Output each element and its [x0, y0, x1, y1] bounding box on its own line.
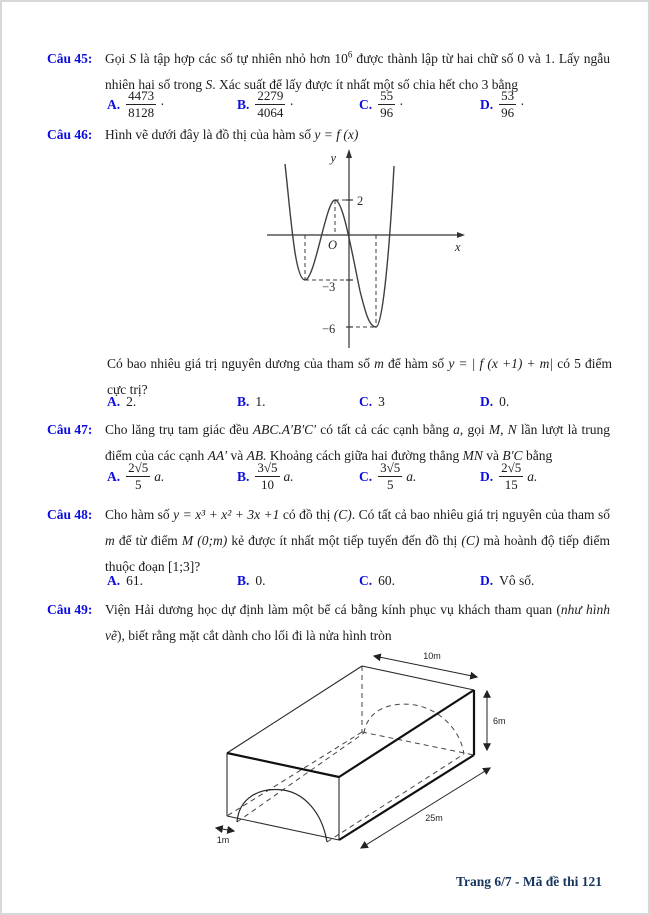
option-48-d: [480, 573, 534, 589]
option-letter: B.: [237, 573, 250, 588]
fraction-numerator: 55: [380, 88, 394, 103]
option-letter: C.: [359, 468, 373, 484]
q45-base-10: 10: [334, 51, 348, 66]
origin-label: O: [327, 238, 337, 252]
q46-seg1: Hình vẽ dưới đây là đồ thị của hàm số: [105, 127, 315, 142]
q48-var-m: m: [105, 533, 115, 548]
q45-seg3: được thành lập từ hai chữ số 0 và 1. Lấy ngẫu nhiên hai số trong: [105, 51, 611, 92]
option-letter: D.: [480, 573, 494, 588]
option-tail: ·: [399, 96, 404, 112]
option-letter: B.: [237, 96, 250, 112]
fraction-numerator: 4473: [128, 88, 155, 103]
question-49: [47, 597, 610, 649]
dim-25m: 25m: [425, 813, 443, 823]
function-graph: [264, 148, 470, 350]
option-48-b: [237, 573, 266, 589]
q47-var-N: N: [507, 422, 517, 437]
question-46: [47, 122, 610, 148]
option-text: 61.: [126, 573, 143, 588]
fraction: [378, 460, 402, 493]
question-46-label: Câu 46:: [47, 127, 93, 142]
fraction-numerator: 3√5: [257, 460, 278, 475]
q45-seg1: Gọi: [105, 51, 130, 66]
curve-y-fx: [285, 164, 394, 327]
question-45-label: Câu 45:: [47, 51, 93, 66]
option-tail: a.: [527, 468, 538, 484]
q46-formula2: y = | f (x +1) + m|: [448, 356, 554, 371]
q46-seg2a: Có bao nhiêu giá trị nguyên dương của tham số: [107, 356, 375, 371]
option-letter: C.: [359, 573, 373, 588]
option-tail: ·: [160, 96, 165, 112]
option-letter: D.: [480, 468, 494, 484]
q47-seg8: và: [482, 448, 503, 463]
aquarium-figure: [187, 647, 512, 862]
fraction: [126, 88, 156, 121]
fraction-numerator: 2√5: [501, 460, 522, 475]
q48-seg1: Cho hàm số: [105, 507, 174, 522]
fraction: [255, 88, 285, 121]
value-minus3: −3: [322, 280, 336, 294]
fraction-denominator: 15: [499, 476, 523, 493]
option-46-a: [107, 394, 136, 410]
fraction-denominator: 8128: [128, 105, 155, 120]
q47-edge-AB: AB.: [246, 448, 267, 463]
question-48-text: [105, 502, 610, 580]
option-letter: D.: [480, 394, 494, 409]
q47-edge-AA: AA′: [207, 448, 228, 463]
dim-6m: 6m: [493, 716, 506, 726]
option-text: 2.: [126, 394, 137, 409]
fraction-numerator: 53: [501, 88, 515, 103]
value-minus6: −6: [322, 322, 336, 336]
option-letter: B.: [237, 394, 250, 409]
q48-graph-C: (C): [333, 507, 352, 522]
x-axis-arrow: [457, 232, 465, 238]
dashed-guides: [305, 200, 376, 327]
fraction-denominator: 5: [378, 476, 402, 493]
question-47-options: [2, 460, 650, 500]
fraction-denominator: 96: [380, 105, 394, 120]
y-axis-label: y: [330, 151, 336, 165]
q46-seg2c: có 5 điểm cực trị?: [107, 356, 612, 397]
q45-seg2: là tập hợp các số tự nhiên nhỏ hơn: [135, 51, 335, 66]
option-letter: A.: [107, 96, 121, 112]
option-48-c: [359, 573, 395, 589]
question-48-options: [2, 573, 650, 599]
question-49-text: [105, 597, 610, 649]
y-axis-arrow: [346, 149, 352, 158]
option-letter: D.: [480, 96, 494, 112]
fraction: [499, 460, 523, 493]
q47-var-M: M: [488, 422, 501, 437]
option-letter: A.: [107, 573, 121, 588]
q48-seg4: để từ điểm: [114, 533, 182, 548]
value-2: 2: [357, 194, 364, 208]
fraction-numerator: 3√5: [380, 460, 401, 475]
option-letter: C.: [359, 96, 373, 112]
option-letter: A.: [107, 394, 121, 409]
q49-see-figure: như hình vẽ: [105, 602, 611, 643]
q46-seg2b: để hàm số: [383, 356, 449, 371]
option-tail: ·: [520, 96, 525, 112]
fraction-denominator: 96: [501, 105, 515, 120]
q48-seg5: kẻ được ít nhất một tiếp tuyến đến đồ thị: [227, 533, 462, 548]
option-tail: a.: [283, 468, 294, 484]
fraction: [255, 460, 279, 493]
option-text: 1.: [255, 394, 266, 409]
fraction: [378, 88, 395, 121]
q48-graph-C2: (C): [461, 533, 480, 548]
dim-10m: 10m: [423, 651, 441, 661]
option-letter: B.: [237, 468, 250, 484]
option-letter: C.: [359, 394, 373, 409]
x-axis-label: x: [455, 240, 461, 254]
option-45-a: [107, 88, 165, 121]
q47-seg6: và: [227, 448, 247, 463]
option-45-b: [237, 88, 294, 121]
q47-prism: ABC.A′B′C′: [252, 422, 317, 437]
option-47-d: [480, 460, 537, 493]
option-letter: A.: [107, 468, 121, 484]
option-tail: ·: [289, 96, 294, 112]
q47-line-BC: B′C: [502, 448, 523, 463]
option-text: 3: [378, 394, 385, 409]
q47-line-MN: MN: [462, 448, 483, 463]
q45-var-S2: S: [205, 77, 213, 92]
q45-exponent: 6: [347, 49, 353, 60]
q49-seg1: Viện Hải dương học dự định làm một bể cá bằng kính phục vụ khách tham quan (: [105, 602, 561, 617]
q47-seg1: Cho lăng trụ tam giác đều: [105, 422, 253, 437]
question-48-label: Câu 48:: [47, 507, 93, 522]
option-47-b: [237, 460, 294, 493]
option-tail: a.: [154, 468, 165, 484]
option-text: 0.: [499, 394, 510, 409]
fraction-numerator: 2279: [257, 88, 284, 103]
option-47-a: [107, 460, 164, 493]
question-49-label: Câu 49:: [47, 602, 93, 617]
q47-seg4: ,: [500, 422, 508, 437]
q49-seg2: ), biết rằng mặt cắt dành cho lối đi là nửa hình tròn: [116, 628, 392, 643]
fraction: [126, 460, 150, 493]
question-48: [47, 502, 610, 580]
fraction: [499, 88, 516, 121]
option-text: Vô số.: [499, 573, 535, 588]
fraction-denominator: 10: [255, 476, 279, 493]
q47-seg3: , gọi: [459, 422, 489, 437]
q47-seg2: có tất cả các cạnh bằng: [316, 422, 454, 437]
option-46-d: [480, 394, 509, 410]
q45-var-S: S: [129, 51, 136, 66]
fraction-numerator: 2√5: [128, 460, 149, 475]
dim-1m: 1m: [216, 835, 230, 845]
option-45-d: [480, 88, 525, 121]
q48-seg7: ?: [194, 559, 201, 574]
option-text: 0.: [255, 573, 266, 588]
question-46-text: [105, 122, 610, 148]
q46-formula: y = f (x): [314, 127, 359, 142]
option-45-c: [359, 88, 404, 121]
option-46-b: [237, 394, 266, 410]
q47-seg7: Khoảng cách giữa hai đường thẳng: [266, 448, 463, 463]
fraction-denominator: 5: [126, 476, 150, 493]
q47-seg9: bằng: [522, 448, 553, 463]
fraction-denominator: 4064: [257, 105, 284, 120]
option-tail: a.: [406, 468, 417, 484]
q46-var-m: m: [374, 356, 384, 371]
page-footer: Trang 6/7 - Mã đề thi 121: [456, 874, 602, 889]
q48-cubic-formula: y = x³ + x² + 3x +1: [173, 507, 280, 522]
q48-seg6: mà hoành độ tiếp điểm thuộc đoạn: [105, 533, 610, 574]
option-47-c: [359, 460, 416, 493]
question-47-label: Câu 47:: [47, 422, 93, 437]
q48-point-M: M (0;m): [181, 533, 228, 548]
q47-var-a: a: [453, 422, 460, 437]
q48-seg2: có đồ thị: [279, 507, 334, 522]
q47-seg5: lần lượt là trung điểm của các cạnh: [105, 422, 611, 463]
option-46-c: [359, 394, 385, 410]
q45-seg4: . Xác suất để lấy được ít nhất một số chia hết cho 3 bằng: [212, 77, 518, 92]
q48-interval: [1;3]: [168, 559, 195, 574]
option-text: 60.: [378, 573, 395, 588]
q48-seg3: . Có tất cả bao nhiêu giá trị nguyên của tham số: [351, 507, 610, 522]
option-48-a: [107, 573, 143, 589]
